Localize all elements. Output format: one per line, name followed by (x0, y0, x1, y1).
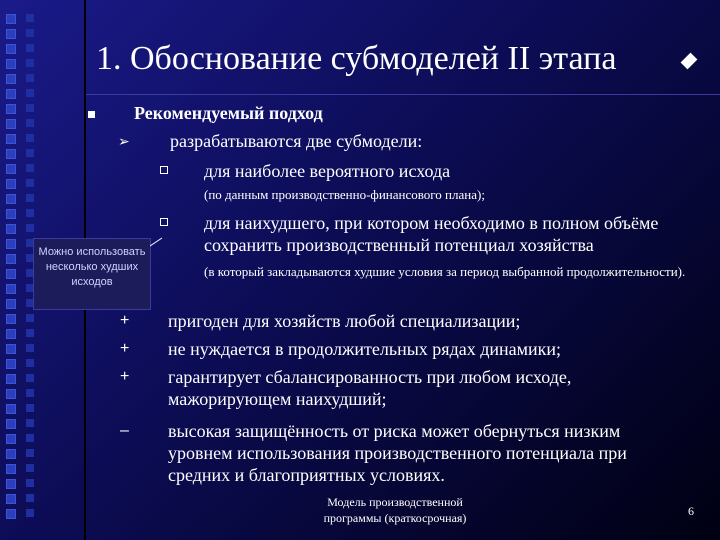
arrow-bullet-icon: ➢ (118, 135, 130, 150)
item1-text: для наиболее вероятного исхода (204, 161, 451, 181)
callout-pointer-icon (150, 236, 164, 248)
decorative-squares (6, 14, 18, 524)
callout-text: Можно использовать несколько худших исходов (38, 246, 146, 288)
heading: Рекомендуемый подход (134, 103, 323, 123)
pro-item: пригоден для хозяйств любой специализации; (168, 311, 521, 331)
con-item: высокая защищённость от риска может обернуться низким уровнем использования производственного потенциала при средних и благоприятных условиях. (168, 421, 627, 485)
diamond-icon (681, 53, 698, 70)
title-underline (86, 94, 720, 95)
square-bullet-icon (88, 111, 95, 118)
callout-box (33, 238, 151, 310)
item2-note: (в который закладываются худшие условия за период выбранной продолжительности). (204, 264, 686, 279)
pro-item: не нуждается в продолжительных рядах динамики; (168, 339, 562, 359)
checkbox-bullet-icon (160, 218, 168, 226)
sub-heading: разрабатываются две субмодели: (170, 131, 423, 151)
page-number: 6 (688, 504, 694, 518)
checkbox-bullet-icon (160, 166, 168, 174)
footer-text: Модель производственной программы (краткосрочная) (323, 495, 467, 525)
item1-note: (по данным производственно-финансового плана); (204, 187, 485, 202)
plus-icon: + (120, 312, 130, 329)
pro-item: гарантирует сбалансированность при любом исходе, мажорирующем наихудший; (168, 367, 572, 409)
slide-title: 1. Обоснование субмоделей II этапа (96, 40, 617, 77)
plus-icon: + (120, 340, 130, 357)
item2-text: для наихудшего, при котором необходимо в полном объёме сохранить производственный потенциал хозяйства (204, 213, 659, 255)
minus-icon: – (120, 422, 129, 439)
plus-icon: + (120, 368, 130, 385)
